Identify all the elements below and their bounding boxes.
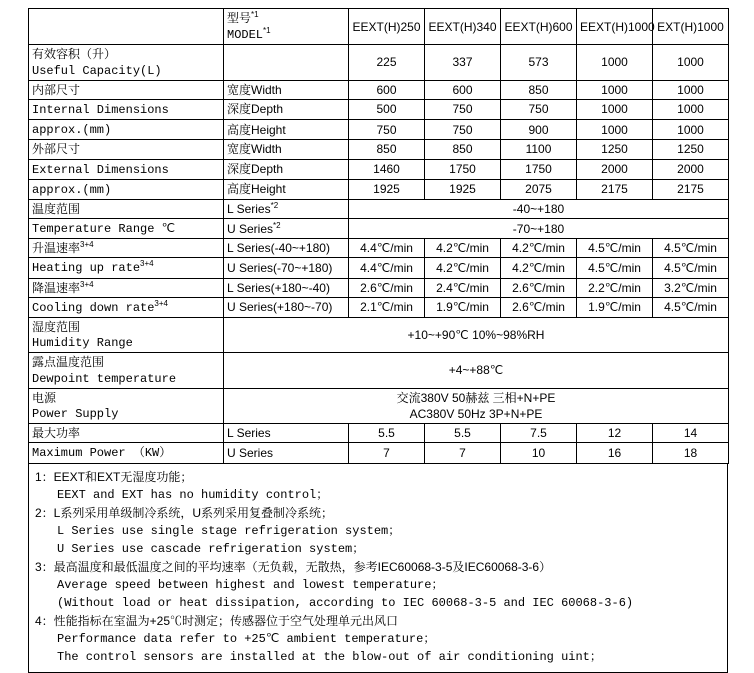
cell-value: 10	[501, 443, 577, 463]
power-supply-en: AC380V 50Hz 3P+N+PE	[409, 406, 543, 421]
row-sub-width: 宽度Width	[224, 140, 349, 159]
header-model-cell	[224, 9, 349, 45]
label-cn: 有效容积（升）	[32, 47, 117, 62]
header-model-cn: 型号	[227, 11, 252, 25]
cell-value: 2000	[577, 159, 653, 179]
row-label-cooling-rate-cn	[29, 278, 224, 297]
label-cn: 湿度范围	[32, 320, 81, 334]
footnote-line: L Series use single stage refrigeration system；	[57, 523, 401, 538]
cell-value: 7	[425, 443, 501, 463]
row-dewpoint-temperature	[29, 353, 729, 388]
row-label-heating-rate-en	[29, 258, 224, 278]
cell-value: 4.5℃/min	[577, 239, 653, 258]
row-label-max-power-en	[29, 443, 224, 463]
cell-value: 2.6℃/min	[349, 278, 425, 297]
row-max-power-u	[29, 443, 729, 463]
cell-value: 4.2℃/min	[425, 239, 501, 258]
cell-value: 1000	[577, 45, 653, 80]
cell-value: 750	[349, 120, 425, 140]
row-sub-u-series: U Series(+180~-70)	[224, 297, 349, 317]
cell-value: 1750	[501, 159, 577, 179]
row-label-temperature-range-en	[29, 219, 224, 239]
cell-value: 14	[653, 424, 729, 443]
cell-value: 5.5	[425, 424, 501, 443]
cell-value: 2000	[653, 159, 729, 179]
row-label-heating-rate-cn	[29, 239, 224, 258]
label-cn-sup: 3+4	[80, 279, 94, 289]
row-internal-dim-depth	[29, 99, 729, 119]
cell-value: 4.2℃/min	[501, 239, 577, 258]
cell-value: 500	[349, 99, 425, 119]
cell-value: 16	[577, 443, 653, 463]
cell-value: 1000	[577, 80, 653, 99]
cell-value: 1925	[349, 179, 425, 199]
label-en: Heating up rate	[32, 261, 141, 276]
cell-value: 4.5℃/min	[653, 239, 729, 258]
footnote-line: U Series use cascade refrigeration system；	[57, 541, 365, 556]
row-label-external-dimensions-cn: 外部尺寸	[29, 140, 224, 159]
row-sub-u-series: U Series	[224, 443, 349, 463]
label-en: Useful Capacity(L)	[32, 63, 162, 78]
label-cn: 升温速率	[32, 241, 81, 256]
cell-value: 1.9℃/min	[425, 297, 501, 317]
row-label-external-dimensions-en	[29, 159, 224, 179]
cell-value: 1.9℃/min	[577, 297, 653, 317]
sub-label: U Series	[227, 221, 274, 236]
cell-value: 2175	[577, 179, 653, 199]
cell-value: 600	[425, 80, 501, 99]
cell-value: 850	[349, 140, 425, 159]
label-en: Dewpoint temperature	[32, 371, 177, 386]
label-en: Temperature Range ℃	[32, 222, 176, 237]
cell-value: 4.4℃/min	[349, 258, 425, 278]
sub-label: L Series	[227, 201, 271, 216]
row-heating-rate-l	[29, 239, 729, 258]
header-model-cn-sup: *1	[251, 10, 259, 19]
cell-span-value	[224, 388, 729, 423]
row-temperature-range-l	[29, 199, 729, 218]
cell-value: 1750	[425, 159, 501, 179]
cell-value: 2175	[653, 179, 729, 199]
footnotes-block	[28, 464, 728, 673]
label-en: Humidity Range	[32, 336, 133, 351]
cell-value: 850	[501, 80, 577, 99]
row-label-internal-dimensions-cn: 内部尺寸	[29, 80, 224, 99]
cell-value: 1460	[349, 159, 425, 179]
row-label-dewpoint-temperature	[29, 353, 224, 388]
row-humidity-range	[29, 318, 729, 353]
row-sub-l-series	[224, 199, 349, 218]
cell-value: 900	[501, 120, 577, 140]
row-label-cooling-rate-en	[29, 297, 224, 317]
row-temperature-range-u	[29, 219, 729, 239]
row-internal-dim-width	[29, 80, 729, 99]
header-col-3: EEXT(H)600	[501, 9, 577, 45]
label-en: External Dimensions	[32, 162, 169, 177]
row-external-dim-height	[29, 179, 729, 199]
row-label-temperature-range-cn: 温度范围	[29, 199, 224, 218]
cell-value: 1000	[653, 80, 729, 99]
spec-sheet	[0, 8, 754, 665]
table-header-row	[29, 9, 729, 45]
row-heating-rate-u	[29, 258, 729, 278]
row-external-dim-depth	[29, 159, 729, 179]
header-col-4: EEXT(H)1000	[577, 9, 653, 45]
cell-value: 4.5℃/min	[653, 258, 729, 278]
row-sub-depth: 深度Depth	[224, 159, 349, 179]
power-supply-cn: 交流380V 50赫兹 三相+N+PE	[396, 390, 556, 405]
footnote-line: The control sensors are installed at the blow-out of air conditioning uint；	[57, 649, 602, 664]
cell-value: 1100	[501, 140, 577, 159]
label-en2: approx.(mm)	[32, 123, 112, 138]
row-sub-height: 高度Height	[224, 120, 349, 140]
header-col-2: EEXT(H)340	[425, 9, 501, 45]
cell-value: 1925	[425, 179, 501, 199]
label-en: Power Supply	[32, 406, 119, 421]
footnote-line: (Without load or heat dissipation, according to IEC 60068-3-5 and IEC 60068-3-6)	[57, 595, 634, 610]
cell-value: 750	[425, 120, 501, 140]
row-useful-capacity	[29, 45, 729, 80]
cell-value: 2.6℃/min	[501, 278, 577, 297]
cell-value: 2.4℃/min	[425, 278, 501, 297]
cell-value: 4.5℃/min	[577, 258, 653, 278]
cell-value: 2075	[501, 179, 577, 199]
cell-value: 750	[501, 99, 577, 119]
label-en: Internal Dimensions	[32, 102, 169, 117]
row-cooling-rate-u	[29, 297, 729, 317]
footnote-line: Performance data refer to +25℃ ambient temperature；	[57, 631, 436, 646]
row-sub-u-series: U Series(-70~+180)	[224, 258, 349, 278]
cell-value: 600	[349, 80, 425, 99]
label-en-sup: 3+4	[154, 298, 168, 308]
row-sub-depth: 深度Depth	[224, 99, 349, 119]
row-max-power-l	[29, 424, 729, 443]
header-col-1: EEXT(H)250	[349, 9, 425, 45]
cell-span-value: -40~+180	[349, 199, 729, 218]
footnote-line: 1：EEXT和EXT无湿度功能；	[35, 469, 193, 484]
header-model-en-sup: *1	[263, 26, 271, 36]
footnote-line: Average speed between highest and lowest temperature；	[57, 577, 444, 592]
cell-value: 4.5℃/min	[653, 297, 729, 317]
row-label-power-supply	[29, 388, 224, 423]
row-sub-width: 宽度Width	[224, 80, 349, 99]
row-external-dim-width	[29, 140, 729, 159]
cell-value: 3.2℃/min	[653, 278, 729, 297]
cell-value: 1000	[653, 120, 729, 140]
row-cooling-rate-l	[29, 278, 729, 297]
cell-value: 2.2℃/min	[577, 278, 653, 297]
row-label-useful-capacity	[29, 45, 224, 80]
label-cn: 电源	[32, 390, 57, 405]
label-cn: 露点温度范围	[32, 355, 105, 370]
cell-value: 2.1℃/min	[349, 297, 425, 317]
footnote-line: EEXT and EXT has no humidity control；	[57, 487, 329, 502]
cell-value: 1000	[653, 45, 729, 80]
specification-table	[28, 8, 729, 464]
label-en2: approx.(mm)	[32, 182, 112, 197]
cell-value: 1250	[577, 140, 653, 159]
row-sub-l-series: L Series(-40~+180)	[224, 239, 349, 258]
header-model-en: MODEL	[227, 28, 264, 43]
label-en: Maximum Power （KW）	[32, 446, 172, 461]
cell-span-value: -70~+180	[349, 219, 729, 239]
row-label-max-power-cn: 最大功率	[29, 424, 224, 443]
row-label-humidity-range	[29, 318, 224, 353]
row-sub-l-series: L Series(+180~-40)	[224, 278, 349, 297]
cell-value: 7.5	[501, 424, 577, 443]
cell-value: 225	[349, 45, 425, 80]
header-col-5: EXT(H)1000	[653, 9, 729, 45]
cell-value: 1000	[577, 99, 653, 119]
row-label-external-dimensions-approx	[29, 179, 224, 199]
cell-value: 1000	[577, 120, 653, 140]
row-sub-l-series: L Series	[224, 424, 349, 443]
cell-value: 750	[425, 99, 501, 119]
cell-span-value: +10~+90℃ 10%~98%RH	[224, 318, 729, 353]
sub-label-sup: *2	[270, 200, 279, 210]
cell-value: 2.6℃/min	[501, 297, 577, 317]
row-sub-useful-capacity	[224, 45, 349, 80]
label-cn: 降温速率	[32, 280, 81, 295]
cell-value: 7	[349, 443, 425, 463]
footnote-line: 3：最高温度和最低温度之间的平均速率（无负载，无散热，参考IEC60068-3-5及IEC60068-3-6）	[35, 559, 552, 574]
row-label-internal-dimensions-en	[29, 99, 224, 119]
cell-value: 1000	[653, 99, 729, 119]
cell-span-value: +4~+88℃	[224, 353, 729, 388]
label-en: Cooling down rate	[32, 300, 155, 315]
cell-value: 4.2℃/min	[425, 258, 501, 278]
label-cn-sup: 3+4	[80, 240, 94, 250]
row-internal-dim-height	[29, 120, 729, 140]
row-label-internal-dimensions-approx	[29, 120, 224, 140]
cell-value: 12	[577, 424, 653, 443]
row-sub-u-series	[224, 219, 349, 239]
footnote-line: 4：性能指标在室温为+25℃时测定；传感器位于空气处理单元出风口	[35, 613, 399, 628]
header-blank-cell	[29, 9, 224, 45]
row-power-supply	[29, 388, 729, 423]
cell-value: 4.2℃/min	[501, 258, 577, 278]
cell-value: 18	[653, 443, 729, 463]
cell-value: 573	[501, 45, 577, 80]
cell-value: 850	[425, 140, 501, 159]
label-en-sup: 3+4	[140, 259, 154, 269]
cell-value: 4.4℃/min	[349, 239, 425, 258]
sub-label-sup: *2	[273, 220, 281, 230]
footnote-line: 2：L系列采用单级制冷系统，U系列采用复叠制冷系统；	[35, 505, 334, 520]
cell-value: 337	[425, 45, 501, 80]
row-sub-height: 高度Height	[224, 179, 349, 199]
cell-value: 5.5	[349, 424, 425, 443]
cell-value: 1250	[653, 140, 729, 159]
